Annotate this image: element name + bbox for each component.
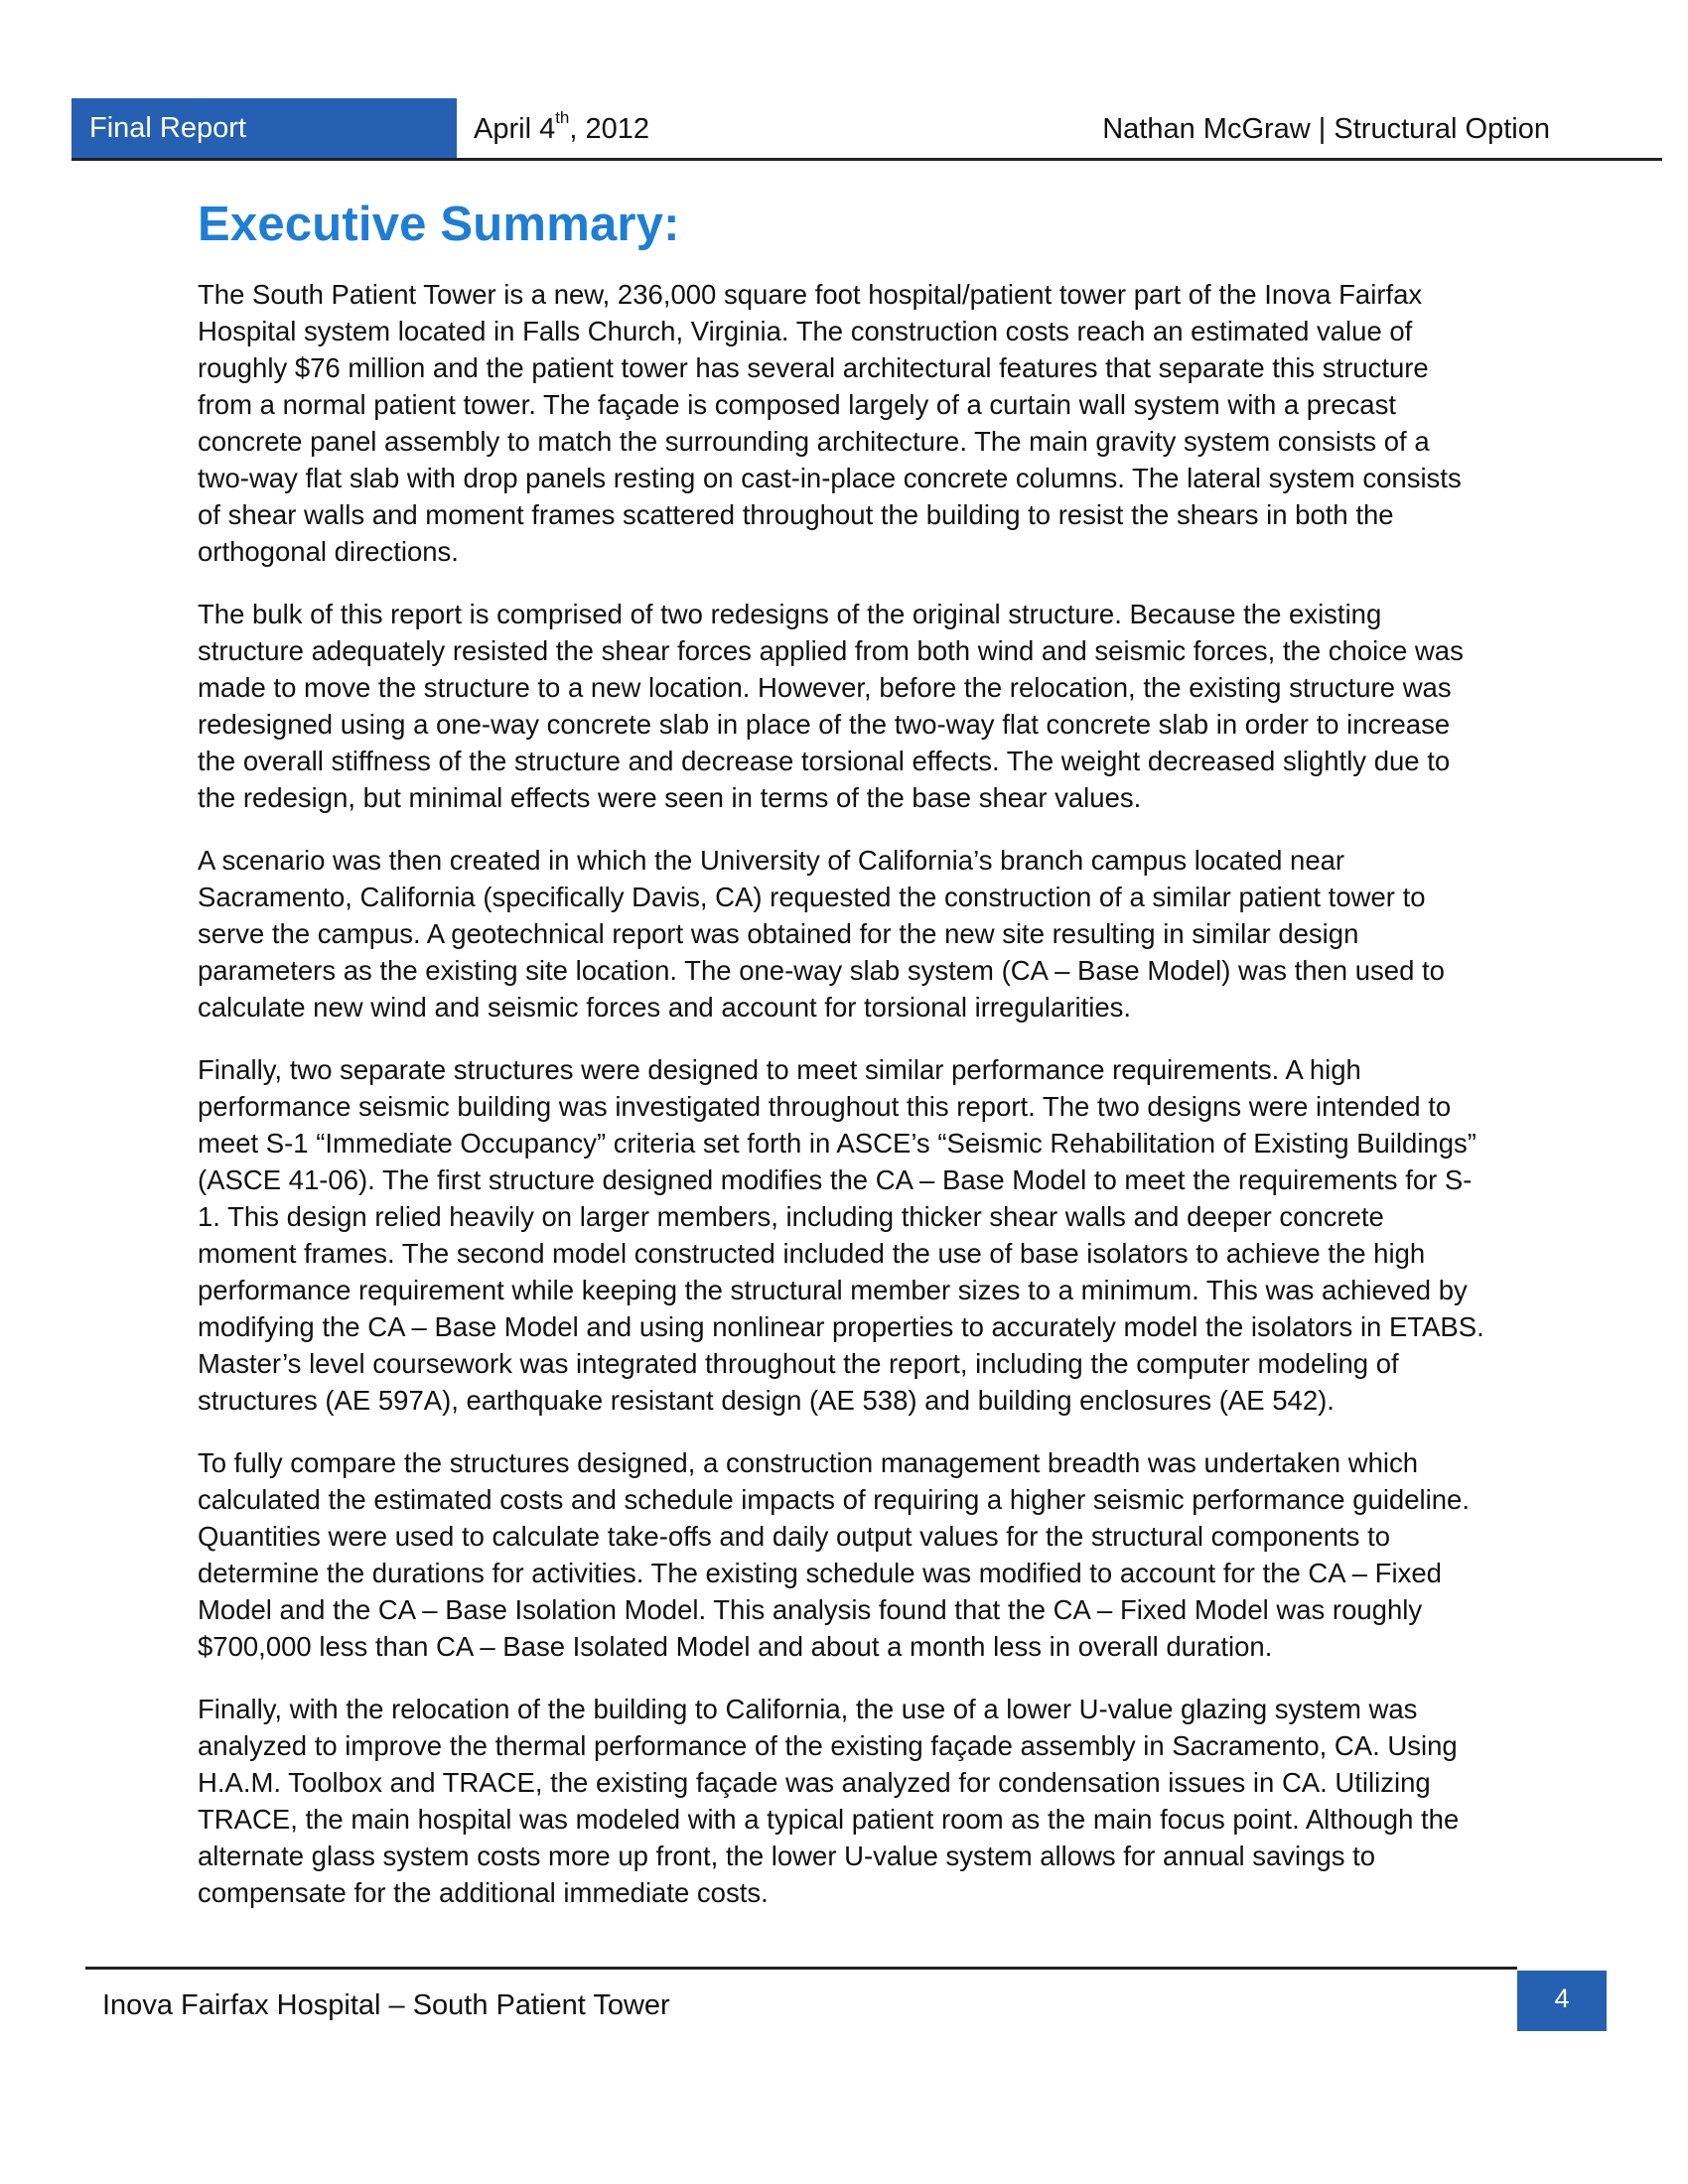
footer-project-name: Inova Fairfax Hospital – South Patient Tower	[102, 1989, 670, 2021]
header-divider	[71, 158, 1662, 161]
paragraph-construction-management: To fully compare the structures designed, a construction management breadth was undertaken which calculated the estimated costs and schedule impacts of requiring a higher seismic performance guideline. Quantities were used to calculate take-offs and daily output values for the structural components to determine the durations for activities. The existing schedule was modified to account for the CA – Fixed Model and the CA – Base Isolation Model. This analysis found that the CA – Fixed Model was roughly $700,000 less than CA – Base Isolated Model and about a month less in overall duration.	[198, 1447, 1470, 1662]
body-text	[198, 276, 1488, 1937]
page-number-box	[1517, 1971, 1607, 2031]
report-date-suffix: th	[555, 108, 570, 128]
page-title: Executive Summary:	[198, 198, 680, 251]
report-date-main: April 4	[474, 113, 556, 145]
report-label-tab	[71, 98, 457, 158]
footer-divider	[85, 1967, 1517, 1970]
paragraph-scenario: A scenario was then created in which the University of California’s branch campus located near Sacramento, California (specifically Davis, CA) requested the construction of a similar patient tower to serve the campus. A geotechnical report was obtained for the new site resulting in similar design parameters as the existing site location. The one-way slab system (CA – Base Model) was then used to calculate new wind and seismic forces and account for torsional irregularities.	[198, 845, 1445, 1023]
paragraph-redesign: The bulk of this report is comprised of two redesigns of the original structure. Because the existing structure adequately resisted the shear forces applied from both wind and seismic forces, the choice was made to move the structure to a new location. However, before the relocation, the existing structure was redesigned using a one-way concrete slab in place of the two-way flat concrete slab in order to increase the overall stiffness of the structure and decrease torsional effects. The weight decreased slightly due to the redesign, but minimal effects were seen in terms of the base shear values.	[198, 599, 1464, 813]
author-option: Nathan McGraw | Structural Option	[1102, 113, 1550, 145]
paragraph-overview: The South Patient Tower is a new, 236,000 square foot hospital/patient tower part of the Inova Fairfax Hospital system located in Falls Church, Virginia. The construction costs reach an estimated value of roughly $76 million and the patient tower has several architectural features that separate this structure from a normal patient tower. The façade is composed largely of a curtain wall system with a precast concrete panel assembly to match the surrounding architecture. The main gravity system consists of a two-way flat slab with drop panels resting on cast-in-place concrete columns. The lateral system consists of shear walls and moment frames scattered throughout the building to resist the shears in both the orthogonal directions.	[198, 279, 1462, 567]
report-label: Final Report	[89, 112, 246, 144]
paragraph-glazing: Finally, with the relocation of the building to California, the use of a lower U-value glazing system was analyzed to improve the thermal performance of the existing façade assembly in Sacramento, CA. Using H.A.M. Toolbox and TRACE, the existing façade was analyzed for condensation issues in CA. Utilizing TRACE, the main hospital was modeled with a typical patient room as the main focus point. Although the alternate glass system costs more up front, the lower U-value system allows for annual savings to compensate for the additional immediate costs.	[198, 1694, 1460, 1908]
report-date	[474, 107, 649, 151]
paragraph-performance: Finally, two separate structures were designed to meet similar performance requirements. A high performance seismic building was investigated throughout this report. The two designs were intended to meet S-1 “Immediate Occupancy” criteria set forth in ASCE’s “Seismic Rehabilitation of Existing Buildings” (ASCE 41-06). The first structure designed modifies the CA – Base Model to meet the requirements for S-1. This design relied heavily on larger members, including thicker shear walls and deeper concrete moment frames. The second model constructed included the use of base isolators to achieve the high performance requirement while keeping the structural member sizes to a minimum. This was achieved by modifying the CA – Base Model and using nonlinear properties to accurately model the isolators in ETABS. Master’s level coursework was integrated throughout the report, including the computer modeling of structures (AE 597A), earthquake resistant design (AE 538) and building enclosures (AE 542).	[198, 1054, 1484, 1416]
report-date-year: , 2012	[569, 113, 650, 145]
page-number: 4	[1554, 1983, 1570, 2013]
